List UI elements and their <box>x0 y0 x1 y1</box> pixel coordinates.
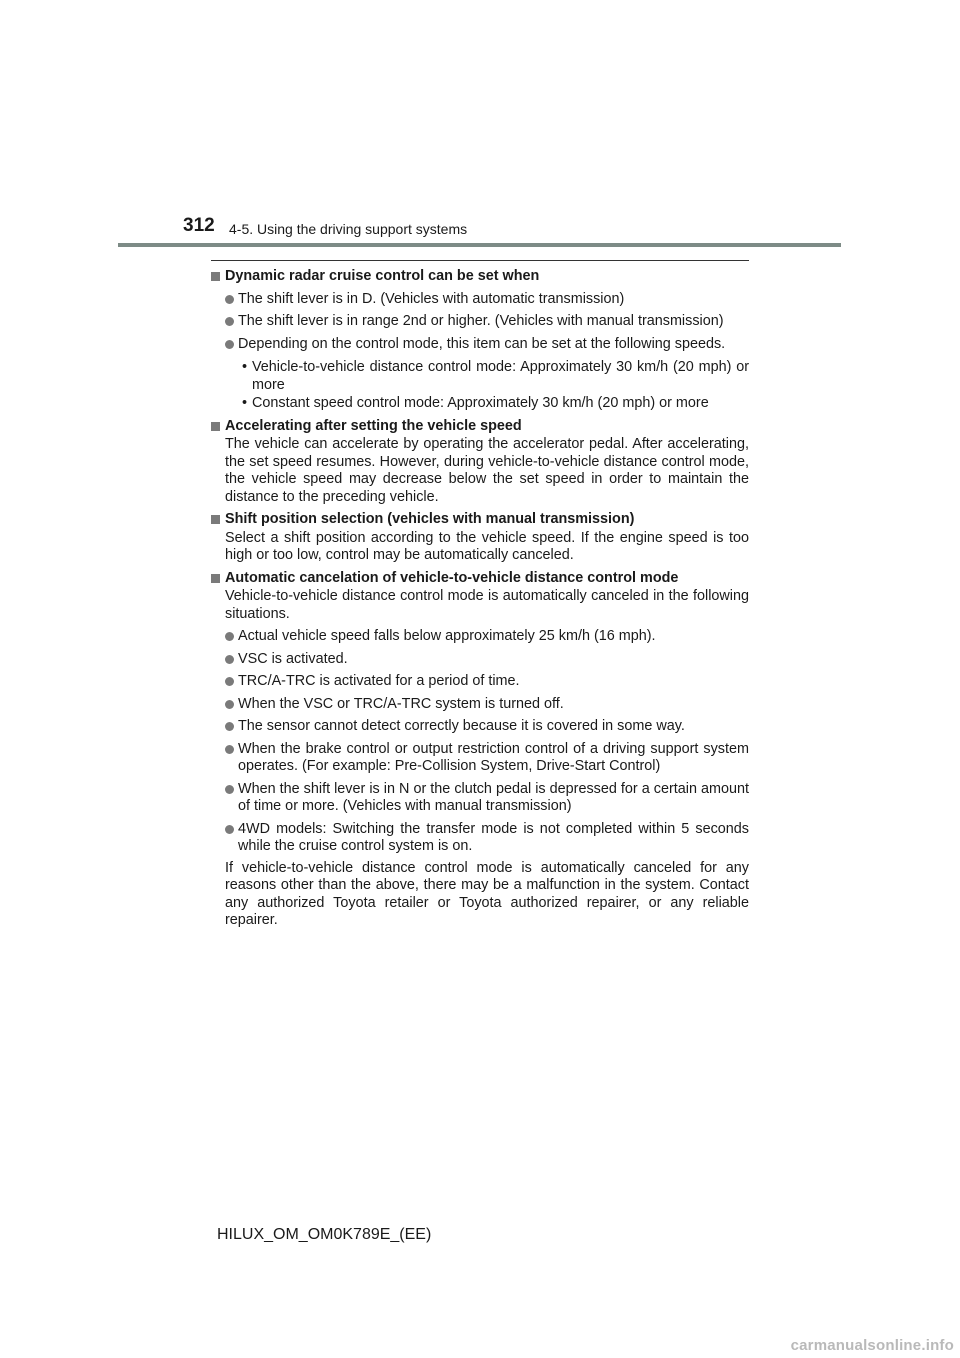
square-bullet-icon <box>211 422 220 431</box>
circle-bullet-icon <box>225 632 234 641</box>
list-item <box>211 821 749 856</box>
page-content <box>211 265 749 930</box>
circle-bullet-icon <box>225 295 234 304</box>
list-item <box>211 313 749 331</box>
list-item-text: The shift lever is in D. (Vehicles with automatic transmission) <box>238 290 625 307</box>
list-item-text: The shift lever is in range 2nd or higher. (Vehicles with manual transmission) <box>238 313 724 329</box>
paragraph: The vehicle can accelerate by operating the accelerator pedal. After accelerating, the set speed resumes. However, during vehicle-to-vehicle distance control mode, the vehicle speed may decrease below the set speed in order to maintain the distance to the preceding vehicle. <box>225 436 749 505</box>
square-bullet-icon <box>211 272 220 281</box>
list-item-text: When the shift lever is in N or the clutch pedal is depressed for a certain amount of time or more. (Vehicles with manual transmission) <box>238 780 749 814</box>
list-item <box>211 696 749 714</box>
circle-bullet-icon <box>225 825 234 834</box>
content-rule <box>211 260 749 261</box>
circle-bullet-icon <box>225 317 234 326</box>
section-heading <box>211 268 749 286</box>
section-heading <box>211 418 749 436</box>
heading-text: Shift position selection (vehicles with manual transmission) <box>225 511 635 527</box>
section-heading <box>211 570 749 588</box>
list-item-text: TRC/A-TRC is activated for a period of time. <box>238 673 520 689</box>
list-item <box>211 781 749 816</box>
heading-text: Automatic cancelation of vehicle-to-vehicle distance control mode <box>225 569 679 586</box>
section-title: 4-5. Using the driving support systems <box>229 221 468 237</box>
square-bullet-icon <box>211 515 220 524</box>
list-item <box>211 741 749 776</box>
list-item <box>211 651 749 669</box>
list-item <box>211 628 749 646</box>
document-code: HILUX_OM_OM0K789E_(EE) <box>217 1226 432 1243</box>
watermark[interactable]: carmanualsonline.info <box>790 1337 954 1354</box>
square-bullet-icon <box>211 574 220 583</box>
circle-bullet-icon <box>225 722 234 731</box>
list-item-text: Depending on the control mode, this item can be set at the following speeds. <box>238 335 726 352</box>
sub-list-item-text: Vehicle-to-vehicle distance control mode: Approximately 30 km/h (20 mph) or more <box>252 359 749 393</box>
sub-list-item <box>211 395 749 413</box>
list-item-text: The sensor cannot detect correctly because it is covered in some way. <box>238 718 685 734</box>
page-number: 312 <box>183 215 215 236</box>
list-item-text: When the VSC or TRC/A-TRC system is turned off. <box>238 695 564 712</box>
paragraph: Vehicle-to-vehicle distance control mode is automatically canceled in the following situations. <box>225 588 749 622</box>
list-item-text: 4WD models: Switching the transfer mode is not completed within 5 seconds while the cruise control system is on. <box>238 820 749 854</box>
paragraph: Select a shift position according to the vehicle speed. If the engine speed is too high or too low, control may be automatically canceled. <box>225 529 749 563</box>
list-item <box>211 291 749 309</box>
list-item-text: When the brake control or output restriction control of a driving support system operates. (For example: Pre-Collision System, Drive-Start Control) <box>238 740 749 774</box>
list-item-text: Actual vehicle speed falls below approximately 25 km/h (16 mph). <box>238 628 656 644</box>
circle-bullet-icon <box>225 785 234 794</box>
circle-bullet-icon <box>225 677 234 686</box>
list-item <box>211 718 749 736</box>
dot-marker-icon: • <box>242 359 248 375</box>
circle-bullet-icon <box>225 655 234 664</box>
heading-text: Dynamic radar cruise control can be set when <box>225 268 540 284</box>
circle-bullet-icon <box>225 745 234 754</box>
heading-text: Accelerating after setting the vehicle speed <box>225 417 522 434</box>
circle-bullet-icon <box>225 340 234 349</box>
list-item <box>211 336 749 354</box>
sub-list-item-text: Constant speed control mode: Approximately 30 km/h (20 mph) or more <box>252 395 709 411</box>
section-heading <box>211 511 749 529</box>
sub-list-item <box>211 359 749 394</box>
list-item-text: VSC is activated. <box>238 650 348 667</box>
circle-bullet-icon <box>225 700 234 709</box>
header-rule <box>118 243 841 247</box>
list-item <box>211 673 749 691</box>
dot-marker-icon: • <box>242 395 248 411</box>
closing-paragraph: If vehicle-to-vehicle distance control mode is automatically canceled for any reasons other than the above, there may be a malfunction in the system. Contact any authorized Toyota retailer or Toyota authorized repairer, or any reliable repairer. <box>225 859 749 928</box>
